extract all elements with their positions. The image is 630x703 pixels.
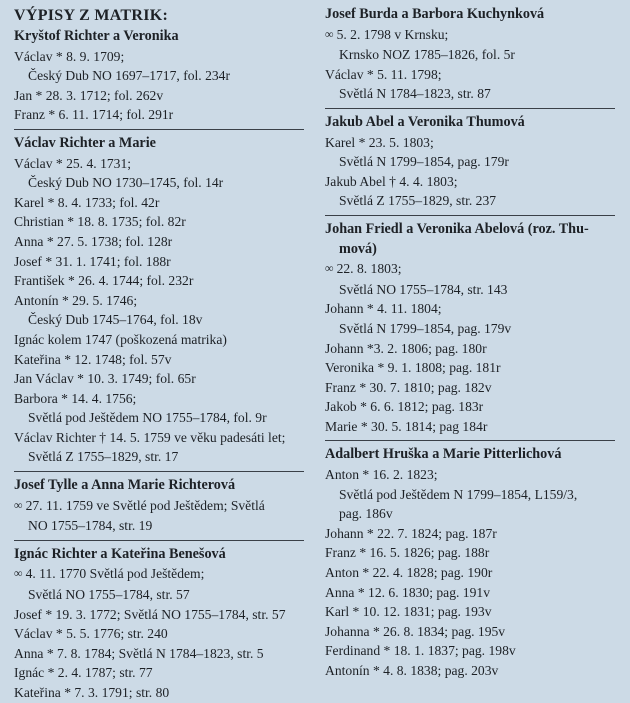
- record-reference: [325, 45, 625, 65]
- record-reference: [14, 408, 306, 428]
- record-entry: [14, 86, 306, 106]
- record-entry: [325, 299, 625, 319]
- entry-text: Marie * 30. 5. 1814; pag 184r: [325, 418, 488, 434]
- record-entry: [14, 389, 306, 409]
- entry-text: Barbora * 14. 4. 1756;: [14, 390, 137, 406]
- record-entry: [325, 622, 625, 642]
- record-reference: [14, 310, 306, 330]
- entry-text: František * 26. 4. 1744; fol. 232r: [14, 273, 194, 289]
- record-entry: [14, 350, 306, 370]
- record-reference: [325, 319, 625, 339]
- entry-text: Karl * 10. 12. 1831; pag. 193v: [325, 604, 492, 620]
- record-entry: [14, 369, 306, 389]
- record-entry: [325, 543, 625, 563]
- entry-text: Kryštof Richter a Veronika: [14, 28, 179, 44]
- entry-text: Václav Richter † 14. 5. 1759 ve věku padesáti let;: [14, 429, 286, 445]
- record-entry: [14, 47, 306, 67]
- marriage-icon: ∞: [325, 261, 331, 276]
- record-entry: [325, 172, 625, 192]
- entry-text: Václav * 25. 4. 1731;: [14, 155, 132, 171]
- entry-text: Veronika * 9. 1. 1808; pag. 181r: [325, 360, 501, 376]
- marriage-icon: ∞: [325, 26, 331, 41]
- entry-text: Johan Friedl a Veronika Abelová (roz. Thu-: [325, 220, 589, 237]
- entry-text: 27. 11. 1759 ve Světlé pod Ještědem; Světlá: [25, 497, 265, 513]
- couple-heading: [325, 5, 625, 25]
- record-entry: [325, 417, 625, 437]
- couple-heading: [14, 134, 306, 154]
- entry-text: Světlá N 1784–1823, str. 87: [339, 86, 491, 102]
- entry-text: Adalbert Hruška a Marie Pitterlichová: [325, 446, 562, 463]
- section-divider: [325, 108, 615, 109]
- entry-text: Ignác Richter a Kateřina Benešová: [14, 545, 226, 562]
- section-divider: [325, 215, 615, 216]
- entry-text: Ignác * 2. 4. 1787; str. 77: [14, 665, 153, 681]
- entry-text: Kateřina * 12. 1748; fol. 57v: [14, 351, 172, 367]
- record-reference: [14, 66, 306, 86]
- record-entry: [14, 252, 306, 272]
- entry-text: Světlá pod Ještědem NO 1755–1784, fol. 9r: [28, 410, 267, 426]
- entry-text: Josef * 19. 3. 1772; Světlá NO 1755–1784, str. 57: [14, 606, 286, 622]
- record-entry: [325, 641, 625, 661]
- entry-text: Karel * 23. 5. 1803;: [325, 134, 434, 150]
- marriage-record: [325, 25, 625, 46]
- record-entry: [325, 465, 625, 485]
- entry-text: Anna * 12. 6. 1830; pag. 191v: [325, 584, 490, 600]
- record-entry: [14, 330, 306, 350]
- entry-text: Jakub Abel † 4. 4. 1803;: [325, 173, 458, 189]
- entry-text: Jan * 28. 3. 1712; fol. 262v: [14, 87, 164, 103]
- entry-text: Christian * 18. 8. 1735; fol. 82r: [14, 214, 186, 230]
- record-reference: [14, 516, 306, 536]
- entry-text: Anna * 7. 8. 1784; Světlá N 1784–1823, str. 5: [14, 645, 264, 661]
- entry-text: Johann *3. 2. 1806; pag. 180r: [325, 340, 487, 356]
- marriage-record: [14, 496, 306, 517]
- record-entry: [14, 232, 306, 252]
- record-reference: [325, 280, 625, 300]
- page-title: VÝPISY Z MATRIK:: [14, 7, 169, 24]
- record-entry: [14, 271, 306, 291]
- entry-text: Český Dub NO 1697–1717, fol. 234r: [28, 68, 231, 84]
- couple-heading: [14, 27, 306, 47]
- record-entry: [14, 291, 306, 311]
- section-divider: [14, 471, 304, 472]
- record-entry: [325, 358, 625, 378]
- marriage-icon: ∞: [14, 497, 20, 512]
- entry-text: Johann * 4. 11. 1804;: [325, 301, 442, 317]
- entry-text: Václav * 5. 5. 1776; str. 240: [14, 626, 168, 642]
- entry-text: Johanna * 26. 8. 1834; pag. 195v: [325, 623, 506, 639]
- entry-text: Josef Tylle a Anna Marie Richterová: [14, 477, 236, 494]
- entry-text: pag. 186v: [339, 506, 393, 522]
- couple-heading: [14, 476, 306, 496]
- entry-text: Václav Richter a Marie: [14, 134, 156, 151]
- couple-heading: [325, 240, 625, 260]
- entry-text: Ferdinand * 18. 1. 1837; pag. 198v: [325, 643, 516, 659]
- section-divider: [14, 540, 304, 541]
- entry-text: Ignác kolem 1747 (poškozená matrika): [14, 331, 227, 347]
- section-divider: [14, 129, 304, 130]
- entry-text: Franz * 30. 7. 1810; pag. 182v: [325, 379, 492, 395]
- record-entry: [325, 378, 625, 398]
- record-reference: [325, 152, 625, 172]
- record-reference: [14, 447, 306, 467]
- record-reference: [325, 504, 625, 524]
- record-entry: [325, 65, 625, 85]
- record-entry: [325, 661, 625, 681]
- record-entry: [14, 193, 306, 213]
- entry-text: Jan Václav * 10. 3. 1749; fol. 65r: [14, 371, 196, 387]
- record-entry: [325, 524, 625, 544]
- entry-text: Anna * 27. 5. 1738; fol. 128r: [14, 233, 173, 249]
- record-entry: [14, 428, 306, 448]
- record-entry: [325, 602, 625, 622]
- record-reference: [325, 191, 625, 211]
- couple-heading: [325, 220, 625, 240]
- entry-text: Kateřina * 7. 3. 1791; str. 80: [14, 685, 170, 700]
- record-entry: [14, 624, 306, 644]
- record-entry: [14, 212, 306, 232]
- entry-text: Světlá pod Ještědem N 1799–1854, L159/3,: [339, 486, 578, 502]
- couple-heading: [325, 113, 625, 133]
- entry-text: mová): [339, 240, 377, 257]
- record-entry: [325, 397, 625, 417]
- entry-text: Václav * 8. 9. 1709;: [14, 48, 125, 64]
- record-entry: [325, 583, 625, 603]
- marriage-icon: ∞: [14, 566, 20, 581]
- record-entry: [325, 339, 625, 359]
- entry-text: Antonín * 29. 5. 1746;: [14, 292, 138, 308]
- entry-text: Antonín * 4. 8. 1838; pag. 203v: [325, 663, 499, 678]
- entry-text: Johann * 22. 7. 1824; pag. 187r: [325, 525, 497, 541]
- record-reference: [14, 173, 306, 193]
- entry-text: 5. 2. 1798 v Krnsku;: [336, 26, 449, 42]
- entry-text: Světlá N 1799–1854, pag. 179r: [339, 154, 509, 170]
- record-entry: [14, 154, 306, 174]
- record-entry: [14, 683, 306, 703]
- entry-text: Václav * 5. 11. 1798;: [325, 66, 442, 82]
- entry-text: Světlá Z 1755–1829, str. 17: [28, 449, 179, 465]
- entry-text: Světlá Z 1755–1829, str. 237: [339, 193, 497, 209]
- record-reference: [325, 84, 625, 104]
- entry-text: 4. 11. 1770 Světlá pod Ještědem;: [25, 566, 205, 582]
- record-entry: [14, 105, 306, 125]
- record-entry: [14, 605, 306, 625]
- marriage-record: [14, 564, 306, 585]
- entry-text: Světlá NO 1755–1784, str. 143: [339, 281, 508, 297]
- entry-text: Franz * 16. 5. 1826; pag. 188r: [325, 545, 490, 561]
- record-entry: [14, 663, 306, 683]
- entry-text: Josef Burda a Barbora Kuchynková: [325, 6, 545, 22]
- right-column: [325, 5, 625, 681]
- entry-text: 22. 8. 1803;: [336, 261, 402, 277]
- couple-heading: [325, 445, 625, 465]
- entry-text: Anton * 16. 2. 1823;: [325, 467, 438, 483]
- section-divider: [325, 440, 615, 441]
- entry-text: Anton * 22. 4. 1828; pag. 190r: [325, 565, 493, 581]
- entry-text: NO 1755–1784, str. 19: [28, 518, 153, 534]
- entry-text: Josef * 31. 1. 1741; fol. 188r: [14, 253, 171, 269]
- entry-text: Franz * 6. 11. 1714; fol. 291r: [14, 107, 174, 123]
- entry-text: Český Dub NO 1730–1745, fol. 14r: [28, 175, 224, 191]
- entry-text: Jakub Abel a Veronika Thumová: [325, 113, 525, 130]
- record-reference: [14, 585, 306, 605]
- entry-text: Český Dub 1745–1764, fol. 18v: [28, 312, 203, 328]
- entry-text: Jakob * 6. 6. 1812; pag. 183r: [325, 399, 484, 415]
- entry-text: Karel * 8. 4. 1733; fol. 42r: [14, 194, 160, 210]
- record-entry: [325, 563, 625, 583]
- marriage-record: [325, 259, 625, 280]
- left-column: [14, 27, 306, 703]
- entry-text: Světlá N 1799–1854, pag. 179v: [339, 320, 512, 336]
- record-reference: [325, 485, 625, 505]
- entry-text: Světlá NO 1755–1784, str. 57: [28, 587, 190, 603]
- record-entry: [325, 133, 625, 153]
- record-entry: [14, 644, 306, 664]
- couple-heading: [14, 545, 306, 565]
- entry-text: Krnsko NOZ 1785–1826, fol. 5r: [339, 47, 515, 63]
